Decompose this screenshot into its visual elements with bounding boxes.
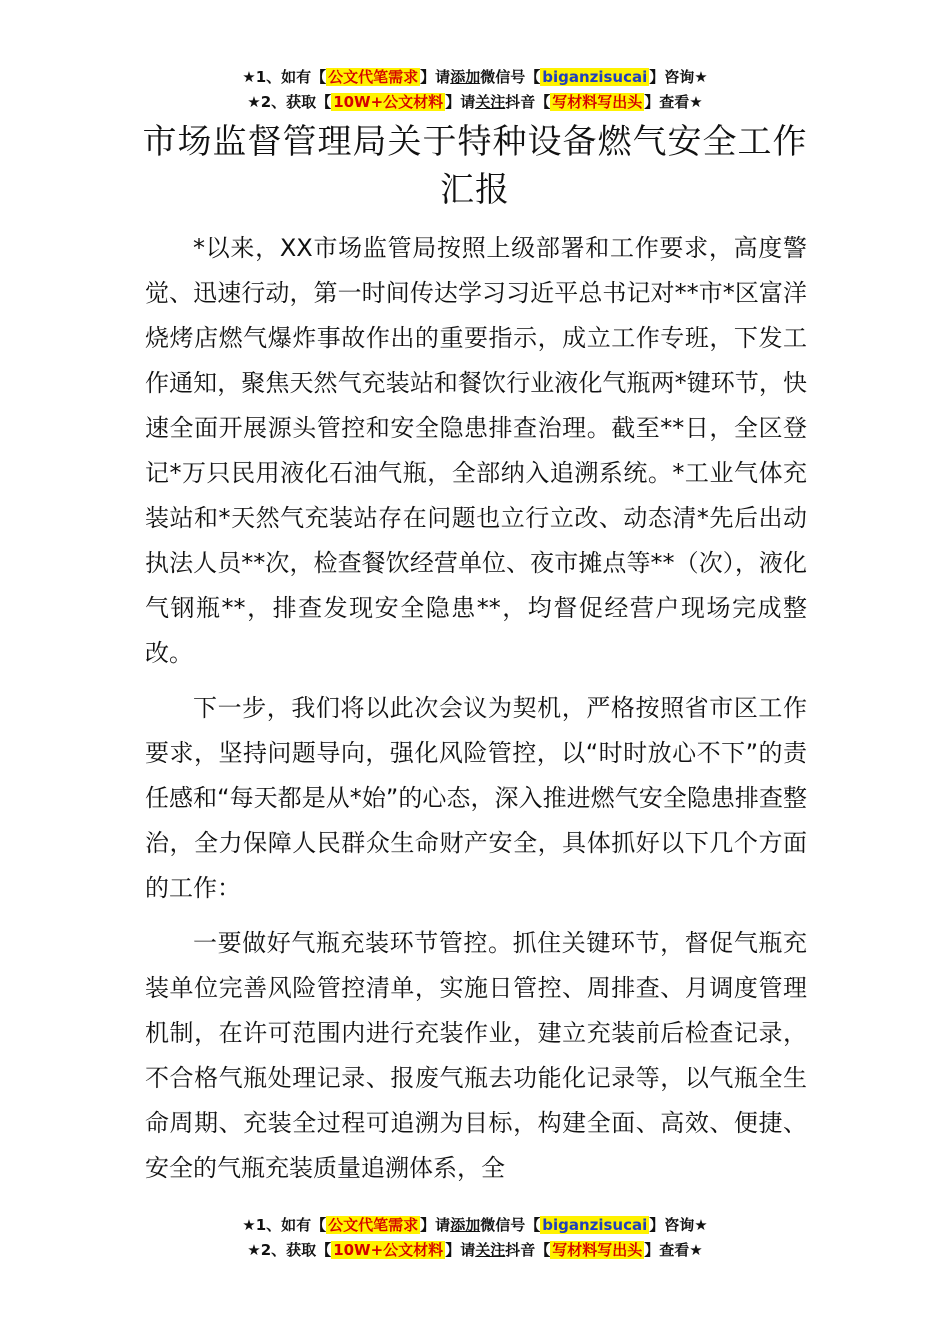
body-paragraph-3: 一要做好气瓶充装环节管控。抓住关键环节，督促气瓶充装单位完善风险管控清单，实施日管控、周排查、月调度管理机制，在许可范围内进行充装作业，建立充装前后检查记录，不合格气瓶处理记录、报废气瓶去功能化记录等，以气瓶全生命周期、充装全过程可追溯为目标，构建全面、高效、便捷、安全的气瓶充装质量追溯体系，全 xyxy=(145,929,807,1182)
footer-line-1: ★1、如有【 公文代笔需求 】请添加微信号【 biganzisucai 】咨询★ xyxy=(242,1216,708,1234)
banner-line-1: ★1、如有【 公文代笔需求 】请添加微信号【 biganzisucai 】咨询★ xyxy=(242,68,708,86)
banner-tag-materials: 10W+公文材料 xyxy=(333,93,444,111)
footer-tag-ghostwriting: 公文代笔需求 xyxy=(328,1216,419,1234)
banner-tag-ghostwriting: 公文代笔需求 xyxy=(328,68,419,86)
body-paragraph-1: *以来，XX市场监管局按照上级部署和工作要求，高度警觉、迅速行动，第一时间传达学习习近平总书记对**市*区富洋烧烤店燃气爆炸事故作出的重要指示，成立工作专班，下发工作通知，聚焦天然气充装站和餐饮行业液化气瓶两*键环节，快速全面开展源头管控和安全隐患排查治理。截至**日，全区登记*万只民用液化石油气瓶，全部纳入追溯系统。*工业气体充装站和*天然气充装站存在问题也立行立改、动态清*先后出动执法人员**次，检查餐饮经营单位、夜市摊点等**（次），液化气钢瓶**，排查发现安全隐患**，均督促经营户现场完成整改。 xyxy=(145,234,807,667)
footer-tag-materials: 10W+公文材料 xyxy=(333,1241,444,1259)
document-body xyxy=(145,226,807,1201)
footer-line-2: ★2、获取【 10W+公文材料 】请关注抖音【 写材料写出头 】查看★ xyxy=(247,1241,703,1259)
banner-line-2: ★2、获取【 10W+公文材料 】请关注抖音【 写材料写出头 】查看★ xyxy=(247,93,703,111)
body-paragraph-2: 下一步，我们将以此次会议为契机，严格按照省市区工作要求，坚持问题导向，强化风险管控，以“时时放心不下”的责任感和“每天都是从*始”的心态，深入推进燃气安全隐患排查整治，全力保障人民群众生命财产安全，具体抓好以下几个方面的工作： xyxy=(145,694,807,902)
banner-wechat-id: biganzisucai xyxy=(542,68,648,86)
footer-wechat-id: biganzisucai xyxy=(542,1216,648,1234)
footer-banner xyxy=(0,1213,950,1263)
banner-douyin-account: 写材料写出头 xyxy=(552,93,643,111)
document-title: 市场监督管理局关于特种设备燃气安全工作汇报 xyxy=(142,122,808,210)
header-banner xyxy=(0,65,950,115)
footer-douyin-account: 写材料写出头 xyxy=(552,1241,643,1259)
